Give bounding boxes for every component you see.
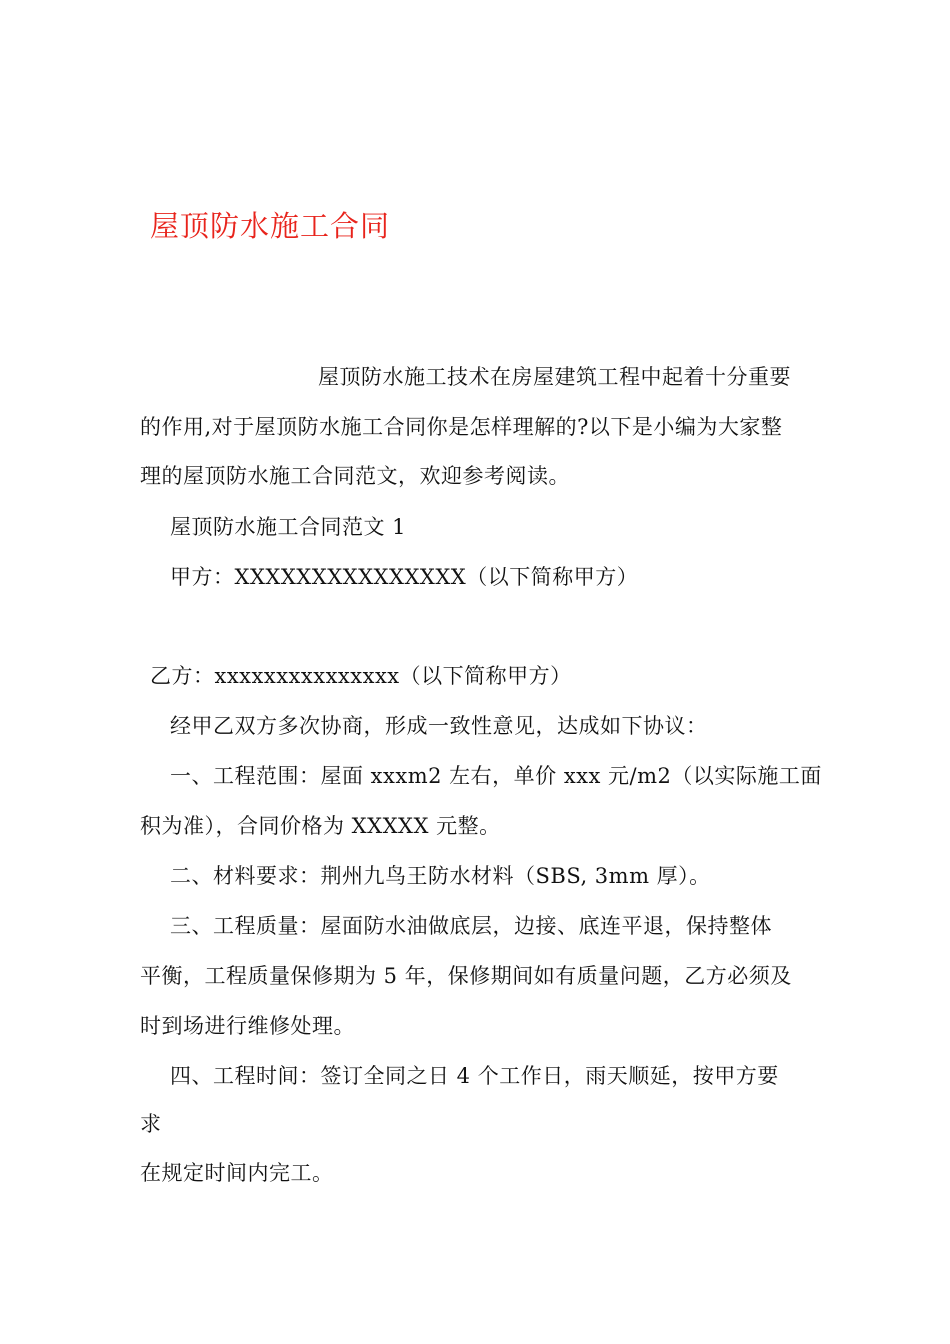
section-heading: 屋顶防水施工合同范文 1 (170, 515, 407, 539)
party-a-line: 甲方：XXXXXXXXXXXXXXX（以下简称甲方） (170, 565, 639, 589)
intro-line-1: 屋顶防水施工技术在房屋建筑工程中起着十分重要 (318, 365, 791, 389)
agreement-intro: 经甲乙双方多次协商，形成一致性意见，达成如下协议： (170, 714, 708, 738)
clause-3-line-2: 平衡，工程质量保修期为 5 年，保修期间如有质量问题，乙方必须及 (140, 964, 792, 988)
clause-2: 二、材料要求：荆州九鸟王防水材料（SBS, 3mm 厚）。 (170, 864, 711, 888)
clause-1-line-2: 积为准），合同价格为 XXXXX 元整。 (140, 814, 501, 838)
clause-4-line-2: 求 (140, 1112, 162, 1136)
intro-line-2: 的作用,对于屋顶防水施工合同你是怎样理解的?以下是小编为大家整 (140, 415, 783, 439)
clause-3-line-3: 时到场进行维修处理。 (140, 1014, 355, 1038)
intro-line-3: 理的屋顶防水施工合同范文，欢迎参考阅读。 (140, 464, 570, 488)
party-b-line: 乙方：xxxxxxxxxxxxxxx（以下简称甲方） (150, 664, 572, 688)
clause-1-line-1: 一、工程范围：屋面 xxxm2 左右，单价 xxx 元/m2（以实际施工面 (170, 764, 822, 788)
document-title: 屋顶防水施工合同 (150, 209, 391, 243)
clause-3-line-1: 三、工程质量：屋面防水油做底层，边接、底连平退，保持整体 (170, 914, 772, 938)
clause-4-line-1: 四、工程时间：签订全同之日 4 个工作日，雨天顺延，按甲方要 (170, 1064, 779, 1088)
clause-4-line-3: 在规定时间内完工。 (140, 1161, 334, 1185)
